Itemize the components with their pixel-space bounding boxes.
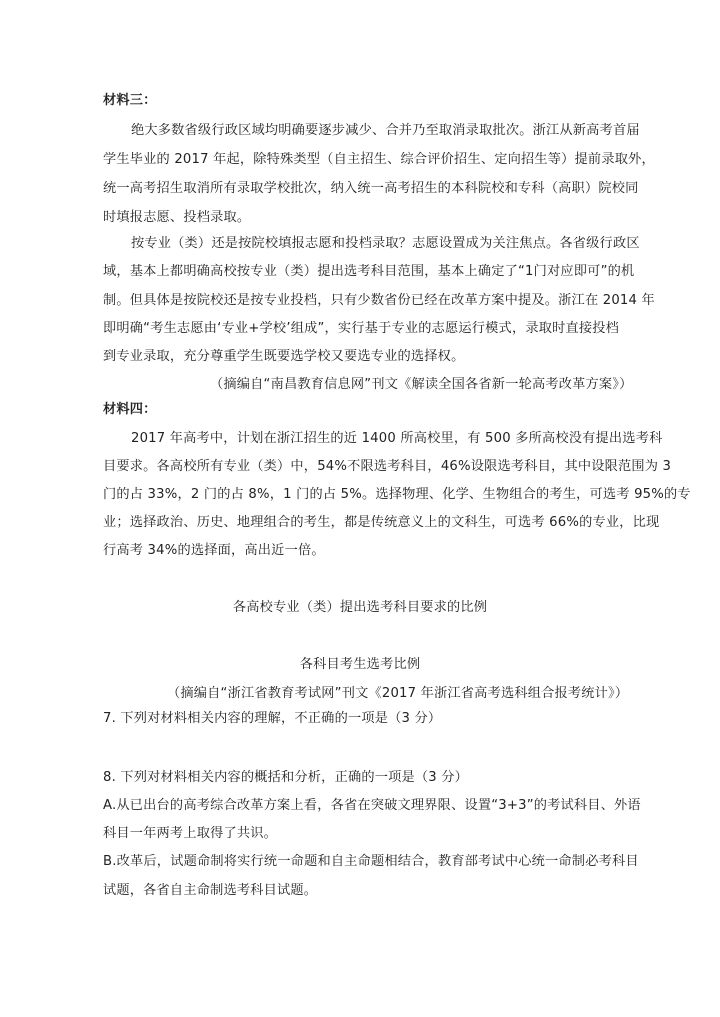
- paragraph-line: 统一高考招生取消所有录取学校批次，纳入统一高考招生的本科院校和专科（高职）院校同: [103, 181, 639, 196]
- figure2-caption: 各科目考生选考比例: [299, 657, 421, 672]
- paragraph-line: 目要求。各高校所有专业（类）中，54%不限选考科目，46%设限选考科目，其中设限范围为 3: [103, 459, 672, 474]
- question-8: 8. 下列对材料相关内容的概括和分析，正确的一项是（3 分）: [103, 770, 469, 785]
- option-b-line: B.改革后，试题命制将实行统一命题和自主命题相结合，教育部考试中心统一命制必考科目: [103, 854, 639, 869]
- source-citation: （摘编自“浙江省教育考试网”刊文《2017 年浙江省高考选科组合报考统计》）: [167, 686, 629, 701]
- paragraph-line: 时填报志愿、投档录取。: [103, 210, 251, 225]
- paragraph-line: 按专业（类）还是按院校填报志愿和投档录取？志愿设置成为关注焦点。各省级行政区: [131, 236, 640, 251]
- paragraph-line: 业；选择政治、历史、地理组合的考生，都是传统意义上的文科生，可选考 66%的专业，比现: [103, 515, 660, 530]
- figure1-caption: 各高校专业（类）提出选考科目要求的比例: [232, 600, 488, 615]
- paragraph-line: 门的占 33%，2 门的占 8%，1 门的占 5%。选择物理、化学、生物组合的考生，可选考 95%的专: [103, 487, 691, 502]
- option-b-line: 试题，各省自主命制选考科目试题。: [103, 883, 318, 898]
- paragraph-line: 2017 年高考中，计划在浙江招生的近 1400 所高校里，有 500 多所高校没有提出选考科: [131, 431, 663, 446]
- paragraph-line: 到专业录取，充分尊重学生既要选学校又要选专业的选择权。: [103, 349, 465, 364]
- material4-heading: 材料四：: [103, 402, 157, 417]
- paragraph-line: 域，基本上都明确高校按专业（类）提出选考科目范围，基本上确定了“1门对应即可”的机: [103, 264, 635, 279]
- paragraph-line: 制。但具体是按院校还是按专业投档，只有少数省份已经在改革方案中提及。浙江在 2014 年: [103, 293, 655, 308]
- option-a-line: A.从已出台的高考综合改革方案上看，各省在突破文理界限、设置“3+3”的考试科目、外语: [103, 798, 641, 813]
- question-7: 7. 下列对材料相关内容的理解，不正确的一项是（3 分）: [103, 711, 442, 726]
- option-a-line: 科目一年两考上取得了共识。: [103, 826, 278, 841]
- paragraph-line: 行高考 34%的选择面，高出近一倍。: [103, 543, 325, 558]
- material3-heading: 材料三：: [103, 93, 157, 108]
- paragraph-line: 绝大多数省级行政区域均明确要逐步减少、合并乃至取消录取批次。浙江从新高考首届: [131, 123, 640, 138]
- paragraph-line: 学生毕业的 2017 年起，除特殊类型（自主招生、综合评价招生、定向招生等）提前录取外，: [103, 152, 655, 167]
- paragraph-line: 即明确“考生志愿由‘专业+学校’组成”，实行基于专业的志愿运行模式，录取时直接投档: [103, 321, 620, 336]
- source-citation: （摘编自“南昌教育信息网”刊文《解读全国各省新一轮高考改革方案》）: [210, 377, 633, 392]
